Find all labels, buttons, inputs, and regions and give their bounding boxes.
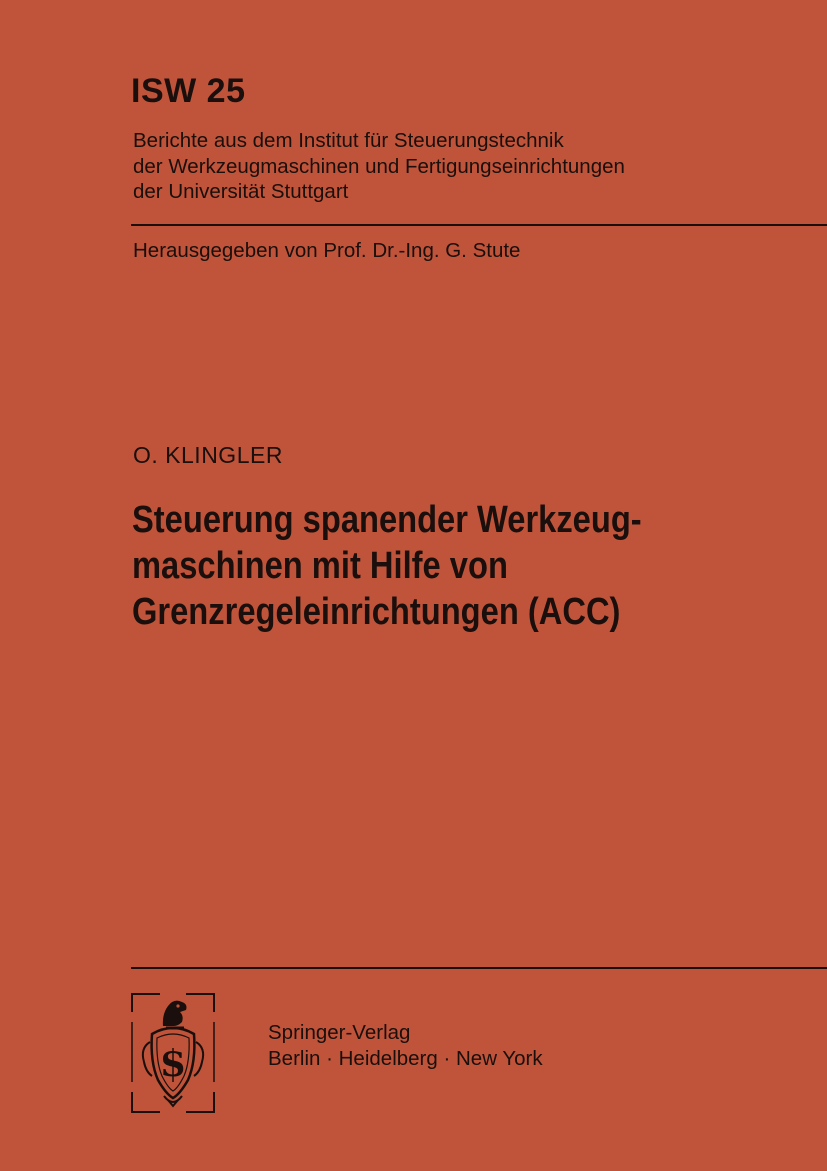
editor-line: Herausgegeben von Prof. Dr.-Ing. G. Stute bbox=[133, 239, 521, 262]
publisher-locations: Berlin · Heidelberg · New York bbox=[268, 1047, 543, 1070]
book-title-line: Steuerung spanender Werkzeug- bbox=[132, 499, 642, 541]
book-title-line: Grenzregeleinrichtungen (ACC) bbox=[132, 591, 621, 633]
publisher-name: Springer-Verlag bbox=[268, 1021, 411, 1044]
series-description bbox=[133, 128, 625, 205]
book-title bbox=[132, 497, 642, 635]
publisher-block bbox=[268, 1020, 543, 1072]
springer-knight-logo-icon bbox=[130, 992, 216, 1114]
svg-text:S: S bbox=[160, 1045, 186, 1085]
series-description-line: der Werkzeugmaschinen und Fertigungseinrichtungen bbox=[133, 154, 625, 178]
bottom-divider bbox=[131, 967, 827, 969]
book-title-line: maschinen mit Hilfe von bbox=[132, 545, 508, 587]
series-description-line: der Universität Stuttgart bbox=[133, 180, 349, 203]
author-name: O. KLINGLER bbox=[133, 442, 283, 468]
top-divider bbox=[131, 224, 827, 226]
series-description-line: Berichte aus dem Institut für Steuerungstechnik bbox=[133, 129, 564, 152]
series-title: ISW 25 bbox=[131, 72, 246, 110]
